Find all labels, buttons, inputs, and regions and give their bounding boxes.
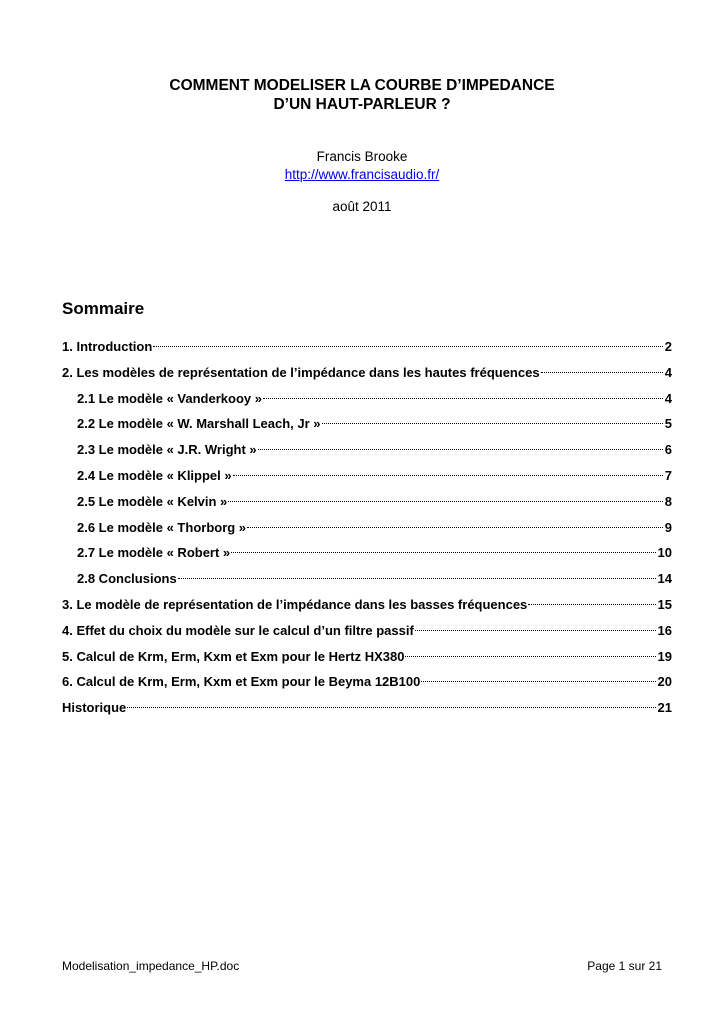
page-footer <box>62 958 662 974</box>
document-date: août 2011 <box>332 199 392 214</box>
toc-entry-text: 2.8 Conclusions <box>77 571 177 587</box>
toc-entry-text: 5. Calcul de Krm, Erm, Kxm et Exm pour le Hertz HX380 <box>62 648 405 664</box>
toc-heading: Sommaire <box>62 299 145 318</box>
toc-entry-text: Historique <box>62 700 127 716</box>
toc-entry-beyma-12b100[interactable] <box>62 672 672 698</box>
toc-entry-hertz-hx380[interactable] <box>62 647 672 673</box>
toc-page-number: 4 <box>664 390 672 406</box>
title-line-1: COMMENT MODELISER LA COURBE D’IMPEDANCE <box>169 77 555 94</box>
toc-leader <box>247 526 663 528</box>
toc-entry-text: 2.2 Le modèle « W. Marshall Leach, Jr » <box>77 416 321 432</box>
toc-entry-klippel[interactable] <box>62 466 672 492</box>
toc-leader <box>421 680 655 682</box>
toc-leader <box>541 371 663 373</box>
toc-entry-text: 2. Les modèles de représentation de l’impédance dans les hautes fréquences <box>62 364 540 380</box>
toc-entry-text: 2.5 Le modèle « Kelvin » <box>77 493 228 509</box>
toc-page-number: 10 <box>657 545 672 561</box>
toc-page-number: 16 <box>657 622 672 638</box>
website-link[interactable]: http://www.francisaudio.fr/ <box>284 167 440 182</box>
toc-leader <box>178 577 656 579</box>
toc-entry-high-frequency-models[interactable] <box>62 363 672 389</box>
toc-entry-kelvin[interactable] <box>62 492 672 518</box>
toc-entry-text: 2.6 Le modèle « Thorborg » <box>77 519 247 535</box>
toc-leader <box>127 706 655 708</box>
toc-page-number: 8 <box>664 493 672 509</box>
title-line-2: D’UN HAUT-PARLEUR ? <box>273 96 451 113</box>
toc-entry-wright[interactable] <box>62 440 672 466</box>
toc-leader <box>528 603 655 605</box>
toc-page-number: 21 <box>657 700 672 716</box>
toc-page-number: 15 <box>657 596 672 612</box>
author-name: Francis Brooke <box>316 149 408 164</box>
toc-entry-text: 2.4 Le modèle « Klippel » <box>77 467 232 483</box>
toc-leader <box>153 345 662 347</box>
toc-entry-text: 2.3 Le modèle « J.R. Wright » <box>77 442 257 458</box>
toc-leader <box>415 629 656 631</box>
website-line <box>0 166 724 184</box>
toc-entry-leach[interactable] <box>62 414 672 440</box>
toc-page-number: 7 <box>664 467 672 483</box>
toc-leader <box>258 448 663 450</box>
toc-entry-historique[interactable] <box>62 698 672 724</box>
toc-entry-text: 4. Effet du choix du modèle sur le calcul d’un filtre passif <box>62 622 414 638</box>
toc-entry-text: 3. Le modèle de représentation de l’impédance dans les basses fréquences <box>62 596 528 612</box>
toc-entry-text: 2.1 Le modèle « Vanderkooy » <box>77 390 262 406</box>
toc-page-number: 9 <box>664 519 672 535</box>
toc-entry-thorborg[interactable] <box>62 518 672 544</box>
toc-page-number: 14 <box>657 571 672 587</box>
toc-page-number: 20 <box>657 674 672 690</box>
toc-entry-robert[interactable] <box>62 543 672 569</box>
toc-entry-conclusions[interactable] <box>62 569 672 595</box>
toc-entry-low-frequency-model[interactable] <box>62 595 672 621</box>
toc-entry-filter-effect[interactable] <box>62 621 672 647</box>
toc-entry-vanderkooy[interactable] <box>62 389 672 415</box>
toc-page-number: 6 <box>664 442 672 458</box>
footer-filename: Modelisation_impedance_HP.doc <box>62 959 240 973</box>
document-title <box>0 76 724 114</box>
toc-page-number: 5 <box>664 416 672 432</box>
toc-leader <box>228 500 662 502</box>
toc-leader <box>322 422 663 424</box>
toc-leader <box>263 397 663 399</box>
toc-leader <box>405 655 655 657</box>
toc-page-number: 19 <box>657 648 672 664</box>
toc-entry-introduction[interactable] <box>62 337 672 363</box>
toc-leader <box>233 474 663 476</box>
footer-page-info: Page 1 sur 21 <box>587 959 662 973</box>
toc-entry-text: 6. Calcul de Krm, Erm, Kxm et Exm pour le Beyma 12B100 <box>62 674 421 690</box>
toc-entry-text: 1. Introduction <box>62 339 153 354</box>
toc-page-number: 2 <box>664 339 672 354</box>
toc-entry-text: 2.7 Le modèle « Robert » <box>77 545 231 561</box>
toc-leader <box>231 551 655 553</box>
table-of-contents <box>62 337 672 724</box>
toc-page-number: 4 <box>664 364 672 380</box>
